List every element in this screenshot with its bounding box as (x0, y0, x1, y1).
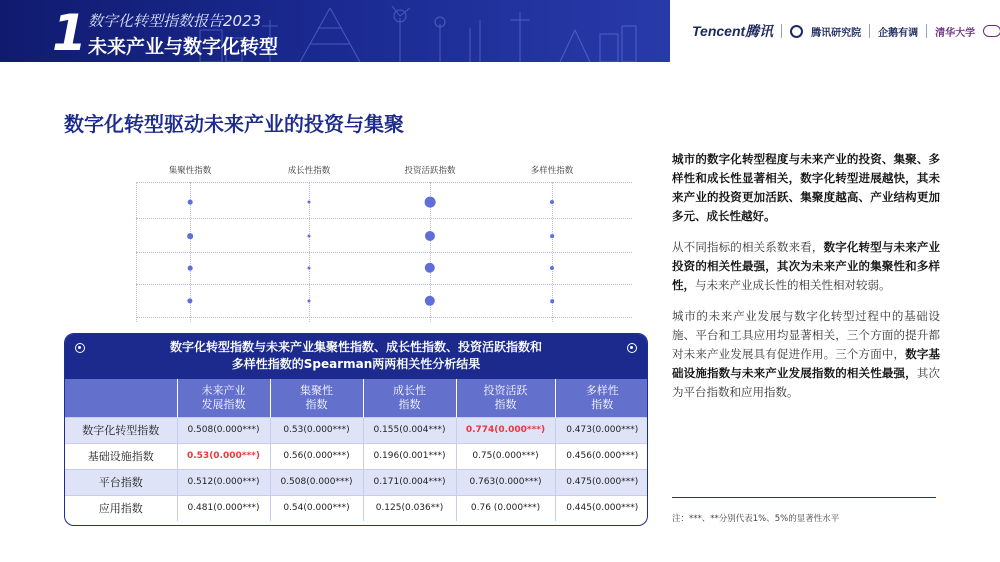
table-row-header: 数字化转型指数 (65, 417, 177, 443)
table-row (65, 443, 648, 469)
report-title: 数字化转型指数报告2023 (88, 12, 262, 30)
matrix-dot (308, 300, 311, 303)
commentary-p3-c: 其次为平台指数和应用指数。 (672, 366, 941, 399)
logo-divider (926, 24, 927, 38)
table-cell: 0.155(0.004***) (363, 417, 456, 443)
table-title-line-2: 多样性指数的Spearman两两相关性分析结果 (231, 357, 481, 371)
commentary-p3-a: 城市的未来产业发展与数字化转型过程中的基础设施、平台和工具应用均显著相关，三个方面的提升都对未来产业发展具有促进作用。三个方面中， (672, 309, 940, 361)
table-cell: 0.774(0.000***) (456, 417, 555, 443)
table-header-row (65, 379, 648, 417)
table-title (65, 334, 647, 379)
matrix-dot (187, 233, 193, 239)
table-cell: 0.508(0.000***) (177, 417, 270, 443)
table-row (65, 495, 648, 521)
logo-divider (781, 24, 782, 38)
table-cell: 0.475(0.000***) (555, 469, 648, 495)
matrix-dot (425, 197, 436, 208)
table-column-header: 成长性 指数 (363, 379, 456, 417)
matrix-dot (308, 235, 311, 238)
table-cell: 0.75(0.000***) (456, 443, 555, 469)
footnote: 注：***、**分别代表1%、5%的显著性水平 (672, 514, 840, 524)
university-emblem-icon (983, 25, 1000, 37)
target-icon (75, 343, 85, 353)
matrix-dot (425, 231, 435, 241)
matrix-column-label: 多样性指数 (530, 166, 574, 176)
table-cell: 0.196(0.001***) (363, 443, 456, 469)
table-body (65, 417, 648, 521)
table-cell: 0.445(0.000***) (555, 495, 648, 521)
table-column-header: 投资活跃 指数 (456, 379, 555, 417)
tencent-logo: Tencent腾讯 (692, 23, 774, 39)
table-cell: 0.508(0.000***) (270, 469, 363, 495)
spearman-table-card (64, 333, 648, 526)
matrix-column-label: 投资活跃指数 (404, 166, 456, 176)
table-cell: 0.53(0.000***) (270, 417, 363, 443)
research-institute-logo: 腾讯研究院 (811, 27, 862, 39)
matrix-dot (187, 298, 192, 303)
table-cell: 0.763(0.000***) (456, 469, 555, 495)
matrix-dot (425, 263, 435, 273)
matrix-dot (550, 299, 554, 303)
commentary-paragraph-2 (672, 238, 940, 295)
matrix-dot (308, 267, 311, 270)
matrix-column-label: 成长性指数 (287, 166, 331, 176)
table-cell: 0.456(0.000***) (555, 443, 648, 469)
table-cell: 0.481(0.000***) (177, 495, 270, 521)
matrix-dot (550, 266, 554, 270)
table-column-header: 未来产业 发展指数 (177, 379, 270, 417)
commentary-p2-a: 从不同指标的相关系数来看， (672, 240, 824, 254)
table-cell: 0.125(0.036**) (363, 495, 456, 521)
table-column-header: 集聚性 指数 (270, 379, 363, 417)
matrix-column-label: 集聚性指数 (168, 166, 212, 176)
commentary-p2-b: 数字化转型与未来产业投资的相关性最强，其次为未来产业的集聚性和多样性， (672, 240, 941, 292)
logo-divider (869, 24, 870, 38)
table-row-header: 应用指数 (65, 495, 177, 521)
commentary-p1-text: 城市的数字化转型程度与未来产业的投资、集聚、多样性和成长性显著相关，数字化转型进展越快，其未来产业的投资更加活跃、集聚度越高、产业结构更加多元、成长性越好。 (672, 152, 940, 223)
table-cell: 0.54(0.000***) (270, 495, 363, 521)
commentary (672, 150, 940, 414)
page-heading: 数字化转型驱动未来产业的投资与集聚 (64, 112, 404, 136)
research-institute-icon (790, 25, 803, 38)
target-icon (627, 343, 637, 353)
correlation-dot-matrix (0, 0, 660, 330)
table-row (65, 469, 648, 495)
matrix-dot (308, 201, 311, 204)
matrix-dot (550, 200, 554, 204)
commentary-p2-c: 与未来产业成长性的相关性相对较弱。 (695, 278, 891, 292)
table-cell: 0.76 (0.000***) (456, 495, 555, 521)
matrix-dot (425, 296, 435, 306)
table-cell: 0.53(0.000***) (177, 443, 270, 469)
matrix-dot (188, 266, 193, 271)
university-logo: 清华大学 (935, 27, 976, 39)
table-row (65, 417, 648, 443)
table-column-header: 多样性 指数 (555, 379, 648, 417)
note-divider (672, 497, 936, 498)
matrix-gridline (136, 317, 632, 318)
matrix-gridline (136, 284, 632, 285)
table-cell: 0.473(0.000***) (555, 417, 648, 443)
partner-logo: 企鹅有调 (878, 27, 919, 39)
matrix-gridline (136, 252, 632, 253)
matrix-dot (188, 200, 193, 205)
matrix-dot (550, 234, 554, 238)
commentary-paragraph-1 (672, 150, 940, 226)
matrix-gridline (136, 218, 632, 219)
table-row-header: 基础设施指数 (65, 443, 177, 469)
matrix-gridline (136, 182, 632, 183)
table-cell: 0.56(0.000***) (270, 443, 363, 469)
commentary-paragraph-3 (672, 307, 940, 402)
table-row-header: 平台指数 (65, 469, 177, 495)
commentary-p3-b: 数字基础设施指数与未来产业发展指数的相关性最强， (672, 347, 941, 380)
spearman-table (65, 379, 648, 521)
table-title-line-1: 数字化转型指数与未来产业集聚性指数、成长性指数、投资活跃指数和 (169, 340, 542, 354)
table-column-header (65, 379, 177, 417)
table-cell: 0.512(0.000***) (177, 469, 270, 495)
table-cell: 0.171(0.004***) (363, 469, 456, 495)
logo-bar (692, 20, 1000, 42)
chapter-number: 1 (52, 4, 87, 62)
section-title: 未来产业与数字化转型 (88, 36, 279, 58)
